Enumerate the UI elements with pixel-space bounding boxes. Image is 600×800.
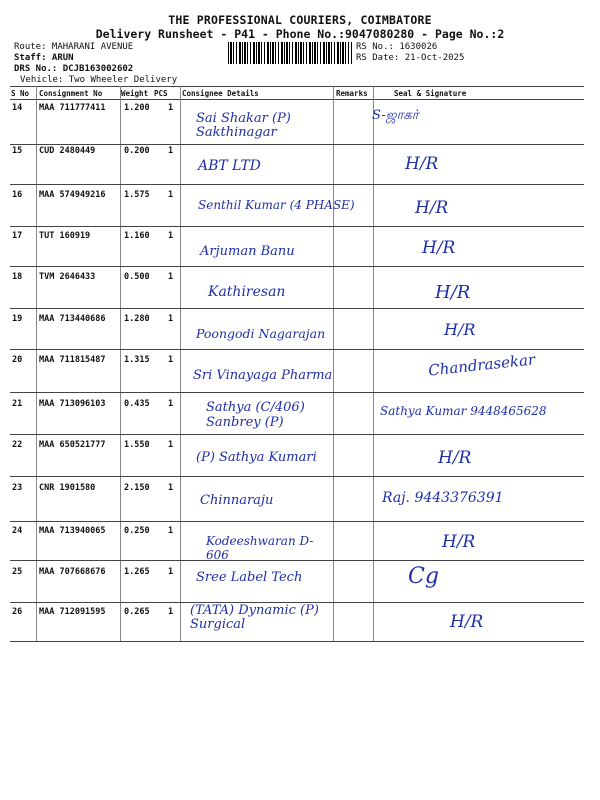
- route-label: Route: MAHARANI AVENUE: [14, 42, 134, 52]
- row-sno: 20: [12, 355, 23, 365]
- row-divider: [10, 266, 584, 267]
- col-divider: [180, 86, 181, 641]
- row-weight: 0.500: [124, 272, 150, 282]
- row-consignee: Sathya (C/406) Sanbrey (P): [206, 400, 305, 430]
- row-pcs: 1: [168, 483, 174, 493]
- row-consignment: MAA 713096103: [39, 399, 106, 409]
- row-consignee: (P) Sathya Kumari: [196, 450, 317, 465]
- row-consignee: Chinnaraju: [200, 493, 274, 508]
- row-weight: 1.550: [124, 440, 150, 450]
- row-divider: [10, 226, 584, 227]
- column-header-pcs: PCS: [154, 89, 168, 98]
- row-consignee: Sai Shakar (P) Sakthinagar: [196, 111, 291, 140]
- company-title: THE PROFESSIONAL COURIERS, COIMBATORE: [168, 13, 432, 27]
- row-pcs: 1: [168, 146, 174, 156]
- row-signature: H/R: [435, 282, 471, 303]
- column-header-sno: S No: [11, 89, 30, 98]
- row-signature: H/R: [438, 448, 472, 468]
- barcode: [228, 42, 352, 64]
- row-signature: S-ஜாகர்: [372, 108, 419, 123]
- row-sno: 21: [12, 399, 23, 409]
- row-weight: 0.250: [124, 526, 150, 536]
- row-pcs: 1: [168, 399, 174, 409]
- row-consignee: Sree Label Tech: [196, 570, 303, 585]
- row-consignment: MAA 650521777: [39, 440, 106, 450]
- row-pcs: 1: [168, 607, 174, 617]
- row-weight: 1.200: [124, 103, 150, 113]
- row-sno: 22: [12, 440, 23, 450]
- row-consignment: MAA 707668676: [39, 567, 106, 577]
- row-consignment: MAA 574949216: [39, 190, 106, 200]
- row-pcs: 1: [168, 314, 174, 324]
- vehicle-label: Vehicle: Two Wheeler Delivery: [20, 75, 178, 85]
- rs-date: RS Date: 21-Oct-2025: [356, 53, 465, 63]
- column-header-consignment: Consignment No: [39, 89, 103, 98]
- row-divider: [10, 144, 584, 145]
- column-header-weight: Weight: [121, 89, 149, 98]
- row-signature: H/R: [444, 320, 476, 339]
- row-signature: H/R: [422, 238, 456, 258]
- row-sno: 15: [12, 146, 23, 156]
- column-header-signature: Seal & Signature: [394, 89, 467, 98]
- row-sno: 17: [12, 231, 23, 241]
- row-weight: 2.150: [124, 483, 150, 493]
- row-consignment: MAA 712091595: [39, 607, 106, 617]
- row-consignment: MAA 711815487: [39, 355, 106, 365]
- row-sno: 19: [12, 314, 23, 324]
- row-consignment: MAA 713440686: [39, 314, 106, 324]
- row-pcs: 1: [168, 103, 174, 113]
- row-sno: 14: [12, 103, 23, 113]
- table-top-border: [10, 86, 584, 87]
- row-consignee: Poongodi Nagarajan: [196, 326, 326, 341]
- row-signature: Raj. 9443376391: [382, 490, 504, 506]
- row-pcs: 1: [168, 526, 174, 536]
- row-consignment: TUT 160919: [39, 231, 91, 241]
- row-consignee: (TATA) Dynamic (P) Surgical: [190, 603, 319, 632]
- row-consignee: Arjuman Banu: [200, 244, 295, 259]
- row-consignee: Kathiresan: [208, 284, 286, 300]
- row-signature: Sathya Kumar 9448465628: [380, 404, 547, 418]
- row-divider: [10, 349, 584, 350]
- row-consignment: CNR 1901580: [39, 483, 96, 493]
- row-divider: [10, 184, 584, 185]
- row-sno: 18: [12, 272, 23, 282]
- staff-label: Staff: ARUN: [14, 53, 74, 63]
- row-pcs: 1: [168, 231, 174, 241]
- row-sno: 24: [12, 526, 23, 536]
- row-weight: 1.265: [124, 567, 150, 577]
- col-divider: [36, 86, 37, 641]
- row-pcs: 1: [168, 567, 174, 577]
- row-divider: [10, 476, 584, 477]
- rs-number: RS No.: 1630026: [356, 42, 438, 52]
- row-weight: 1.575: [124, 190, 150, 200]
- col-divider: [120, 86, 121, 641]
- row-consignment: TVM 2646433: [39, 272, 96, 282]
- col-divider: [373, 86, 374, 641]
- row-divider: [10, 434, 584, 435]
- row-consignment: MAA 713940065: [39, 526, 106, 536]
- row-weight: 1.280: [124, 314, 150, 324]
- row-divider: [10, 392, 584, 393]
- row-consignee: Senthil Kumar (4 PHASE): [198, 198, 355, 212]
- row-consignee: Kodeeshwaran D-606: [206, 534, 314, 562]
- row-weight: 1.160: [124, 231, 150, 241]
- row-sno: 23: [12, 483, 23, 493]
- row-signature: H/R: [442, 532, 476, 552]
- row-pcs: 1: [168, 190, 174, 200]
- row-pcs: 1: [168, 272, 174, 282]
- row-divider: [10, 521, 584, 522]
- row-divider: [10, 641, 584, 642]
- row-divider: [10, 308, 584, 309]
- header-bottom-border: [10, 99, 584, 100]
- row-weight: 0.435: [124, 399, 150, 409]
- row-weight: 0.200: [124, 146, 150, 156]
- row-consignment: MAA 711777411: [39, 103, 106, 113]
- column-header-consignee: Consignee Details: [182, 89, 259, 98]
- row-signature: Chandrasekar: [427, 350, 536, 380]
- row-consignee: Sri Vinayaga Pharma: [193, 368, 333, 383]
- row-consignee: ABT LTD: [198, 158, 261, 174]
- runsheet-subtitle: Delivery Runsheet - P41 - Phone No.:9047080280 - Page No.:2: [95, 27, 505, 41]
- drs-number: DRS No.: DCJB163002602: [14, 64, 134, 74]
- row-signature: H/R: [450, 612, 484, 632]
- row-sno: 25: [12, 567, 23, 577]
- row-pcs: 1: [168, 440, 174, 450]
- row-signature: Cg: [408, 564, 439, 589]
- row-signature: H/R: [415, 198, 449, 218]
- row-sno: 26: [12, 607, 23, 617]
- column-header-remarks: Remarks: [336, 89, 368, 98]
- row-sno: 16: [12, 190, 23, 200]
- row-divider: [10, 560, 584, 561]
- row-consignment: CUD 2480449: [39, 146, 96, 156]
- row-signature: H/R: [405, 154, 439, 174]
- row-weight: 1.315: [124, 355, 150, 365]
- row-weight: 0.265: [124, 607, 150, 617]
- row-pcs: 1: [168, 355, 174, 365]
